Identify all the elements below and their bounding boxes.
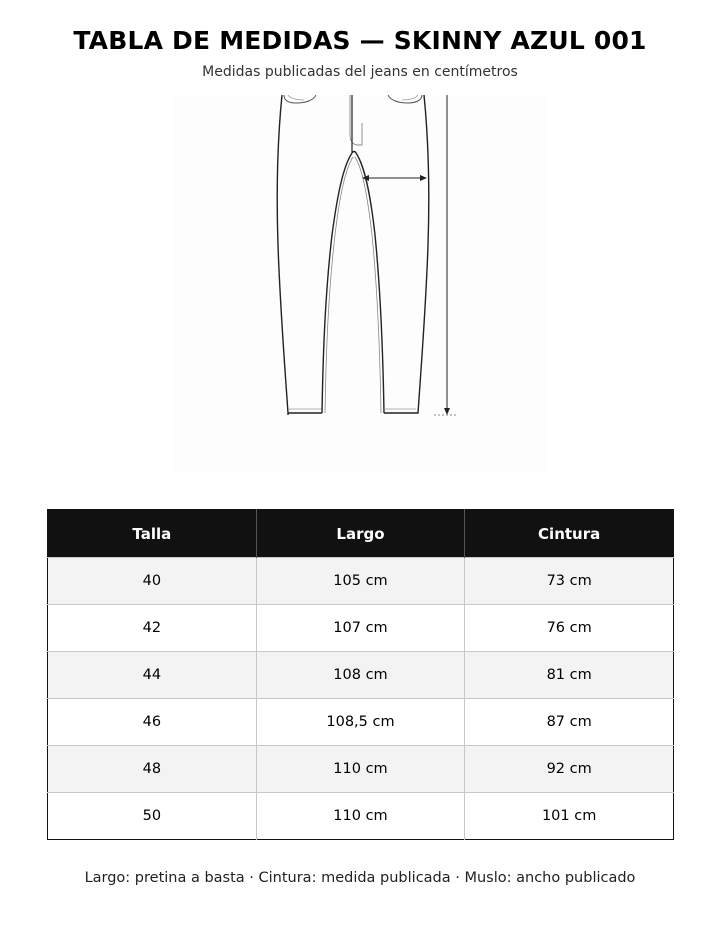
cell-talla: 40 xyxy=(48,558,257,605)
table-header-row xyxy=(48,510,674,558)
footnote: Largo: pretina a basta · Cintura: medida publicada · Muslo: ancho publicado xyxy=(84,870,636,886)
cell-cintura: 101 cm xyxy=(465,793,674,840)
size-table xyxy=(47,509,674,840)
cell-largo: 108,5 cm xyxy=(256,699,465,746)
cell-cintura: 87 cm xyxy=(465,699,674,746)
cell-largo: 108 cm xyxy=(256,652,465,699)
cell-talla: 44 xyxy=(48,652,257,699)
table-row xyxy=(48,558,674,605)
column-header-cintura: Cintura xyxy=(465,510,674,558)
table-row xyxy=(48,746,674,793)
cell-cintura: 92 cm xyxy=(465,746,674,793)
cell-cintura: 76 cm xyxy=(465,605,674,652)
cell-talla: 46 xyxy=(48,699,257,746)
page-subtitle: Medidas publicadas del jeans en centímetros xyxy=(202,64,518,80)
cell-largo: 105 cm xyxy=(256,558,465,605)
table-row xyxy=(48,699,674,746)
jeans-illustration xyxy=(172,95,548,473)
jeans-outline-icon xyxy=(172,95,548,473)
cell-largo: 110 cm xyxy=(256,793,465,840)
table-row xyxy=(48,605,674,652)
table-row xyxy=(48,793,674,840)
cell-talla: 42 xyxy=(48,605,257,652)
cell-largo: 107 cm xyxy=(256,605,465,652)
cell-talla: 50 xyxy=(48,793,257,840)
page-title: TABLA DE MEDIDAS — SKINNY AZUL 001 xyxy=(73,26,647,55)
cell-cintura: 81 cm xyxy=(465,652,674,699)
cell-largo: 110 cm xyxy=(256,746,465,793)
column-header-largo: Largo xyxy=(256,510,465,558)
table-row xyxy=(48,652,674,699)
column-header-talla: Talla xyxy=(48,510,257,558)
cell-cintura: 73 cm xyxy=(465,558,674,605)
cell-talla: 48 xyxy=(48,746,257,793)
